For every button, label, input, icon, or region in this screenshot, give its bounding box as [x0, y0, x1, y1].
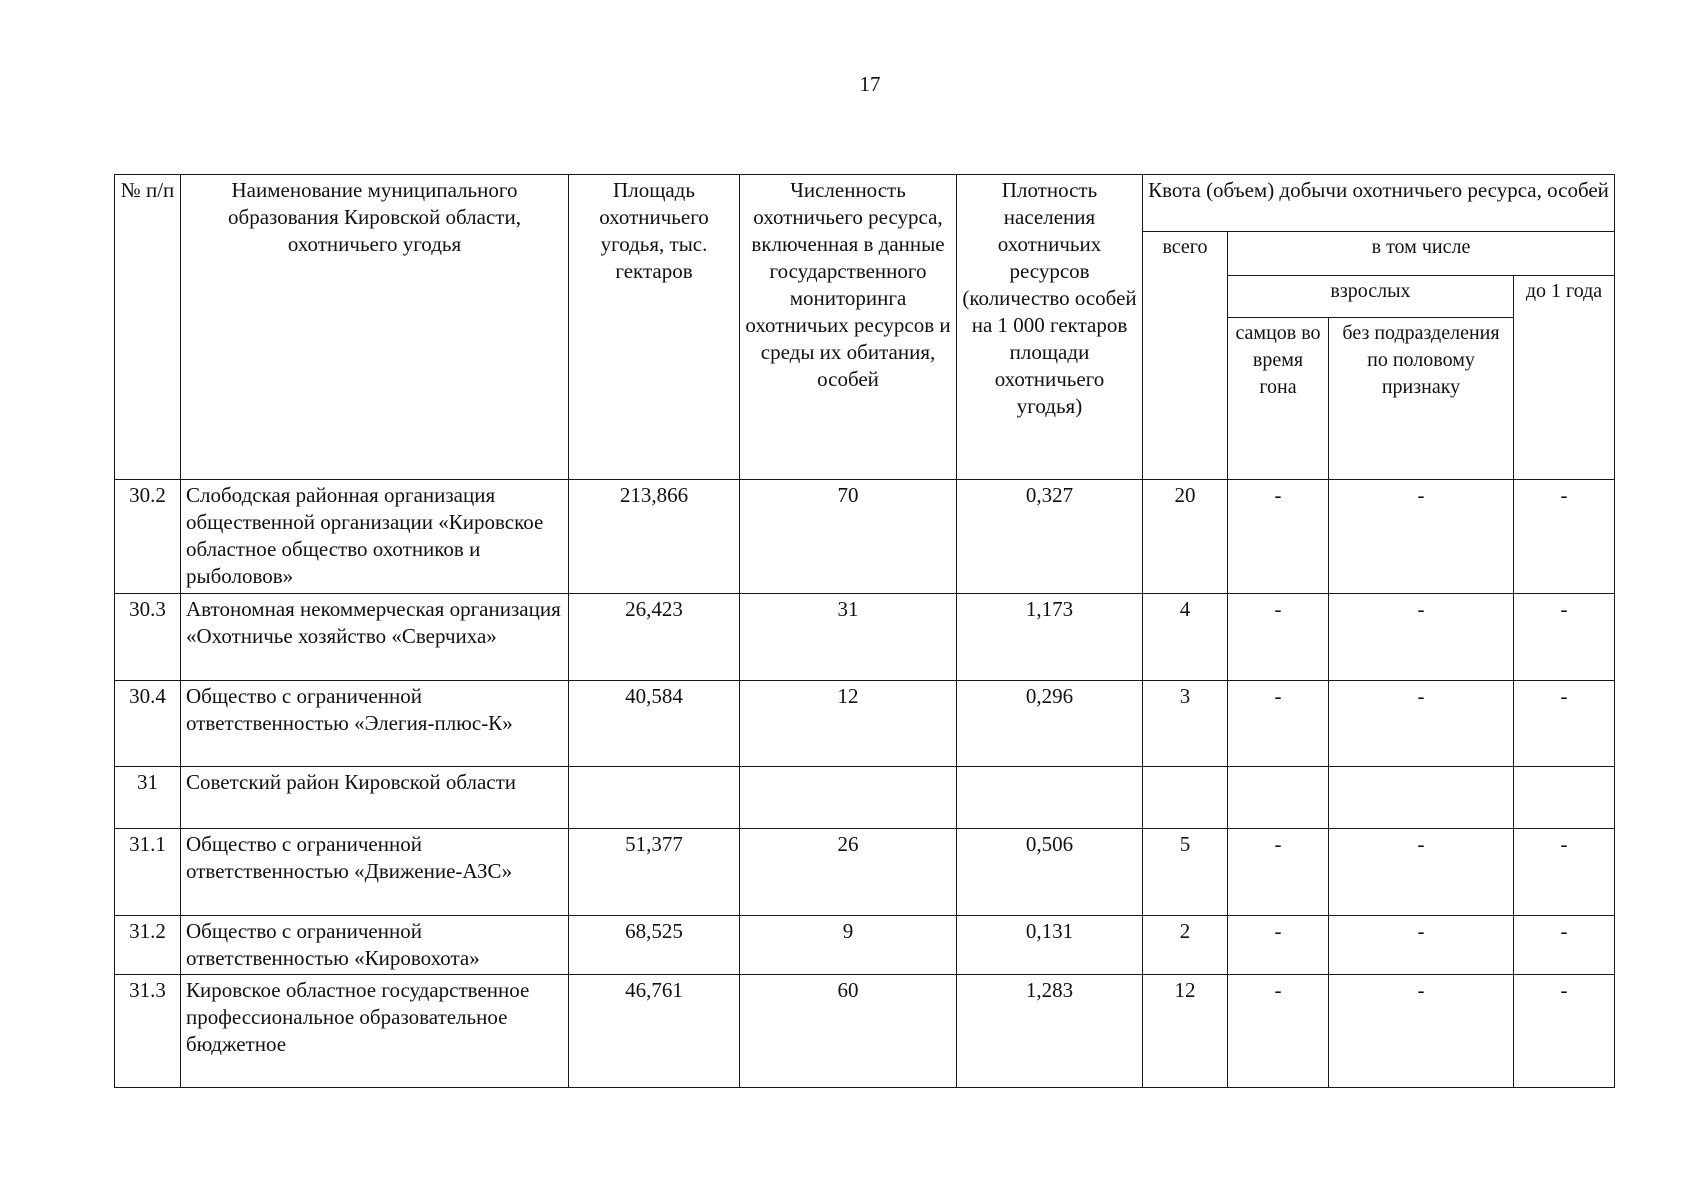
row-num: 31.3 — [115, 975, 181, 1088]
row-count: 70 — [740, 480, 957, 594]
header-under-one: до 1 года — [1514, 276, 1615, 480]
header-area: Площадь охотничьего угодья, тыс. гектаров — [569, 175, 740, 480]
row-total: 4 — [1143, 594, 1228, 681]
header-count: Численность охотничьего ресурса, включенная в данные государственного мониторинга охотничьих ресурсов и среды их обитания, особей — [740, 175, 957, 480]
row-males: - — [1228, 916, 1329, 975]
quota-table — [114, 174, 1615, 1088]
row-no-sex: - — [1329, 975, 1514, 1088]
row-density: 1,283 — [957, 975, 1143, 1088]
header-including: в том числе — [1228, 232, 1615, 276]
header-quota: Квота (объем) добычи охотничьего ресурса, особей — [1143, 175, 1615, 232]
row-num: 31 — [115, 767, 181, 829]
row-name: Советский район Кировской области — [181, 767, 569, 829]
row-num: 30.2 — [115, 480, 181, 594]
row-num: 30.4 — [115, 681, 181, 767]
row-count: 9 — [740, 916, 957, 975]
header-adults: взрослых — [1228, 276, 1514, 318]
row-males: - — [1228, 594, 1329, 681]
row-total: 3 — [1143, 681, 1228, 767]
row-count: 31 — [740, 594, 957, 681]
row-name: Слободская районная организация общественной организации «Кировское областное общество охотников и рыболовов» — [181, 480, 569, 594]
row-males — [1228, 767, 1329, 829]
row-total: 20 — [1143, 480, 1228, 594]
table-row — [115, 829, 1615, 916]
row-total: 12 — [1143, 975, 1228, 1088]
table-row — [115, 916, 1615, 975]
row-males: - — [1228, 480, 1329, 594]
row-count: 12 — [740, 681, 957, 767]
header-density: Плотность населения охотничьих ресурсов (количество особей на 1 000 гектаров площади охотничьего угодья) — [957, 175, 1143, 480]
row-no-sex: - — [1329, 916, 1514, 975]
row-count: 60 — [740, 975, 957, 1088]
row-count — [740, 767, 957, 829]
table-row — [115, 594, 1615, 681]
row-total — [1143, 767, 1228, 829]
header-males: самцов во время гона — [1228, 318, 1329, 480]
row-males: - — [1228, 829, 1329, 916]
row-total: 2 — [1143, 916, 1228, 975]
row-no-sex: - — [1329, 829, 1514, 916]
row-area: 213,866 — [569, 480, 740, 594]
row-name: Кировское областное государственное профессиональное образовательное бюджетное — [181, 975, 569, 1088]
row-young: - — [1514, 916, 1615, 975]
row-name: Общество с ограниченной ответственностью «Кировохота» — [181, 916, 569, 975]
row-total: 5 — [1143, 829, 1228, 916]
row-name: Общество с ограниченной ответственностью «Движение-АЗС» — [181, 829, 569, 916]
row-area: 46,761 — [569, 975, 740, 1088]
row-no-sex — [1329, 767, 1514, 829]
row-density: 1,173 — [957, 594, 1143, 681]
row-young — [1514, 767, 1615, 829]
table-row — [115, 681, 1615, 767]
row-name: Автономная некоммерческая организация «Охотничье хозяйство «Сверчиха» — [181, 594, 569, 681]
table-row — [115, 767, 1615, 829]
row-num: 31.1 — [115, 829, 181, 916]
row-males: - — [1228, 681, 1329, 767]
row-no-sex: - — [1329, 594, 1514, 681]
row-young: - — [1514, 480, 1615, 594]
row-area: 40,584 — [569, 681, 740, 767]
row-males: - — [1228, 975, 1329, 1088]
table-row — [115, 975, 1615, 1088]
row-density: 0,131 — [957, 916, 1143, 975]
row-young: - — [1514, 681, 1615, 767]
row-young: - — [1514, 594, 1615, 681]
row-name: Общество с ограниченной ответственностью «Элегия-плюс-К» — [181, 681, 569, 767]
row-density: 0,296 — [957, 681, 1143, 767]
row-density — [957, 767, 1143, 829]
row-density: 0,327 — [957, 480, 1143, 594]
row-no-sex: - — [1329, 480, 1514, 594]
row-area — [569, 767, 740, 829]
row-young: - — [1514, 975, 1615, 1088]
row-area: 51,377 — [569, 829, 740, 916]
header-num: № п/п — [115, 175, 181, 480]
header-total: всего — [1143, 232, 1228, 480]
row-area: 68,525 — [569, 916, 740, 975]
header-no-sex: без подразделения по половому признаку — [1329, 318, 1514, 480]
row-area: 26,423 — [569, 594, 740, 681]
page-number: 17 — [859, 72, 881, 96]
header-name: Наименование муниципального образования Кировской области, охотничьего угодья — [181, 175, 569, 480]
row-count: 26 — [740, 829, 957, 916]
row-num: 31.2 — [115, 916, 181, 975]
row-young: - — [1514, 829, 1615, 916]
row-density: 0,506 — [957, 829, 1143, 916]
table-row — [115, 480, 1615, 594]
row-num: 30.3 — [115, 594, 181, 681]
row-no-sex: - — [1329, 681, 1514, 767]
